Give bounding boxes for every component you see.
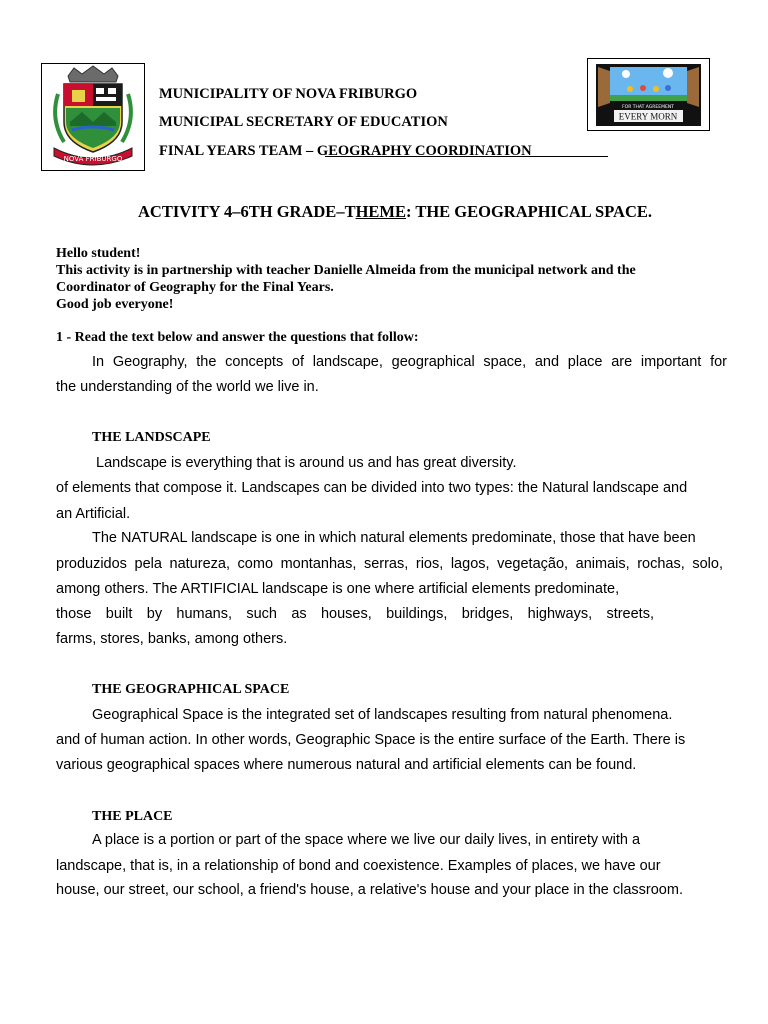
landscape-line-2: of elements that compose it. Landscapes can be divided into two types: the Natural landscape and (56, 480, 688, 496)
school-logo (587, 58, 710, 131)
crest-motto: NOVA FRIBURGO (63, 155, 123, 163)
section-heading-geographical-space: THE GEOGRAPHICAL SPACE (92, 682, 290, 697)
logo-caption: EVERY MORN (618, 111, 678, 122)
geo-space-line-3: various geographical spaces where numerous natural and artificial elements can be found. (56, 757, 637, 773)
place-line-2: landscape, that is, in a relationship of bond and coexistence. Examples of places, we have our (56, 858, 661, 874)
intro-line-1: This activity is in partnership with teacher Danielle Almeida from the municipal network and the (56, 263, 636, 278)
municipal-crest (41, 63, 145, 171)
landscape-line-5: produzidos pela natureza, como montanhas, serras, rios, lagos, vegetação, animais, rochas, solo, (56, 556, 723, 572)
geo-space-line-1: Geographical Space is the integrated set of landscapes resulting from natural phenomena. (92, 707, 673, 723)
landscape-line-6: among others. The ARTIFICIAL landscape is one where artificial elements predominate, (56, 581, 620, 597)
section-heading-landscape: THE LANDSCAPE (92, 430, 211, 445)
window-scene-icon (588, 59, 709, 130)
greeting: Hello student! (56, 246, 141, 261)
team-name: FINAL YEARS TEAM – GEOGRAPHY COORDINATION (159, 143, 532, 159)
intro-line-2: Coordinator of Geography for the Final Years. (56, 280, 334, 295)
activity-title: ACTIVITY 4–6TH GRADE–THEME: THE GEOGRAPHICAL SPACE. (137, 202, 653, 221)
coat-of-arms-icon (42, 64, 144, 170)
landscape-line-7: those built by humans, such as houses, buildings, bridges, highways, streets, (56, 606, 654, 622)
logo-caption-small: FOR THAT AGREEMENT (622, 105, 674, 110)
landscape-line-3: an Artificial. (56, 506, 131, 522)
header-underline (325, 156, 608, 157)
landscape-line-1: Landscape is everything that is around us and has great diversity. (96, 455, 517, 471)
opening-line-2: the understanding of the world we live in. (56, 379, 319, 395)
intro-closing: Good job everyone! (56, 297, 174, 312)
opening-line-1: In Geography, the concepts of landscape, geographical space, and place are important for (92, 354, 727, 370)
landscape-line-4: The NATURAL landscape is one in which natural elements predominate, those that have been (92, 530, 696, 546)
landscape-line-8: farms, stores, banks, among others. (56, 631, 288, 647)
place-line-1: A place is a portion or part of the space where we live our daily lives, in entirety with a (92, 832, 641, 848)
municipality-name: MUNICIPALITY OF NOVA FRIBURGO (159, 86, 418, 102)
section-heading-place: THE PLACE (92, 809, 173, 824)
secretary-name: MUNICIPAL SECRETARY OF EDUCATION (159, 114, 448, 130)
question-1: 1 - Read the text below and answer the questions that follow: (56, 330, 419, 345)
geo-space-line-2: and of human action. In other words, Geographic Space is the entire surface of the Earth. There is (56, 732, 686, 748)
place-line-3: house, our street, our school, a friend's house, a relative's house and your place in the classroom. (56, 882, 683, 898)
